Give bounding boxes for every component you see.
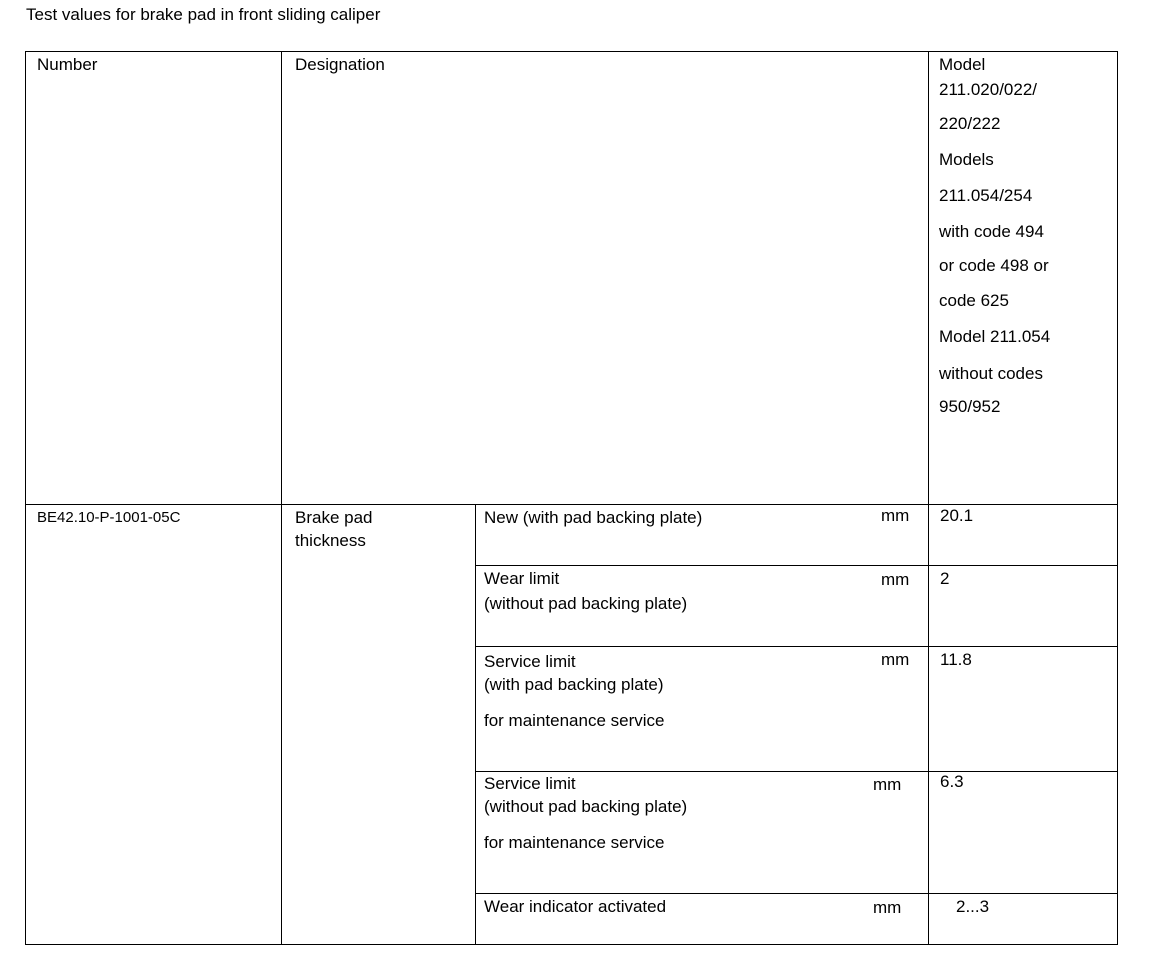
model-line: 211.020/022/ <box>939 80 1037 99</box>
model-line: 950/952 <box>939 397 1001 416</box>
subrow-4-label-line1: Service limit <box>484 774 576 793</box>
subrow-2-label-line2: (without pad backing plate) <box>484 594 688 613</box>
column-divider-subdesignation <box>475 504 476 945</box>
header-number: Number <box>37 55 98 74</box>
subrow-divider-1 <box>475 565 1118 566</box>
subrow-4-unit: mm <box>873 775 902 794</box>
subrow-3-label-line3: for maintenance service <box>484 711 665 730</box>
subrow-4-value: 6.3 <box>940 772 964 791</box>
model-line: Models <box>939 150 994 169</box>
subrow-3-label-line2: (with pad backing plate) <box>484 675 664 694</box>
subrow-5-label: Wear indicator activated <box>484 897 667 916</box>
model-line: without codes <box>939 364 1043 383</box>
subrow-divider-3 <box>475 771 1118 772</box>
subrow-2-unit: mm <box>881 570 910 589</box>
subrow-5-value: 2...3 <box>956 897 990 916</box>
subrow-5-unit: mm <box>873 898 902 917</box>
subrow-3-value: 11.8 <box>940 650 972 669</box>
document-title: Test values for brake pad in front sliding caliper <box>26 5 381 24</box>
model-line: code 625 <box>939 291 1009 310</box>
column-divider-number <box>281 51 282 945</box>
model-line: 220/222 <box>939 114 1001 133</box>
model-line: with code 494 <box>939 222 1044 241</box>
subrow-4-label-line3: for maintenance service <box>484 833 665 852</box>
subrow-2-label-line1: Wear limit <box>484 569 560 588</box>
row-number: BE42.10-P-1001-05C <box>37 509 181 526</box>
subrow-1-unit: mm <box>881 506 910 525</box>
header-designation: Designation <box>295 55 385 74</box>
subrow-2-value: 2 <box>940 569 950 588</box>
subrow-divider-2 <box>475 646 1118 647</box>
row-designation-line1: Brake pad <box>295 508 373 527</box>
model-line: or code 498 or <box>939 256 1049 275</box>
row-designation-line2: thickness <box>295 531 366 550</box>
subrow-3-unit: mm <box>881 650 910 669</box>
column-divider-model <box>928 51 929 945</box>
subrow-4-label-line2: (without pad backing plate) <box>484 797 688 816</box>
subrow-3-label-line1: Service limit <box>484 652 576 671</box>
model-line: Model <box>939 55 986 74</box>
subrow-divider-4 <box>475 893 1118 894</box>
subrow-1-value: 20.1 <box>940 506 974 525</box>
subrow-1-label: New (with pad backing plate) <box>484 508 703 527</box>
model-line: Model 211.054 <box>939 327 1051 346</box>
model-line: 211.054/254 <box>939 186 1033 205</box>
